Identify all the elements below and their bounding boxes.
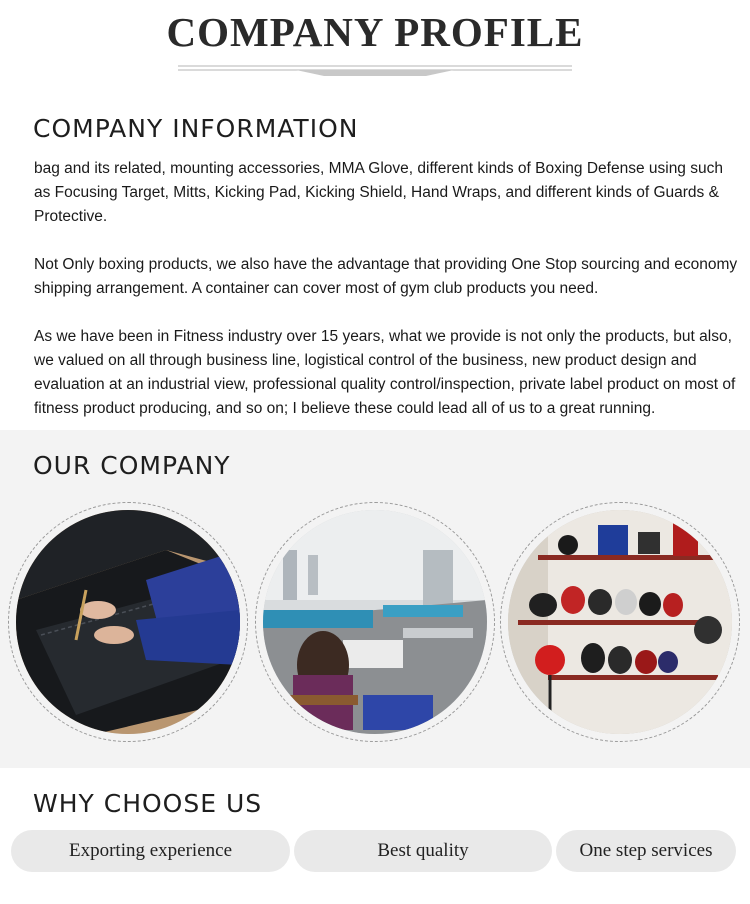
company-information-heading: COMPANY INFORMATION <box>33 114 359 143</box>
company-paragraph-3: As we have been in Fitness industry over 15 years, what we provide is not only the products, but also, we valued on all through business line, logistical control of the business, new product design and evaluation at an industrial view, professional quality control/inspection, private label product on most of fitness product producing, and so on; I believe these could lead all of us to a great running. <box>34 328 736 417</box>
factory-floor-photo <box>255 502 495 742</box>
page-title: COMPANY PROFILE <box>166 9 584 55</box>
title-divider <box>178 65 572 79</box>
reason-best-quality: Best quality <box>294 830 552 872</box>
company-paragraph-1: bag and its related, mounting accessories, MMA Glove, different kinds of Boxing Defense using such as Focusing Target, Mitts, Kicking Pad, Kicking Shield, Hand Wraps, and different kinds of Guards & Protective. <box>34 160 723 225</box>
our-company-heading: OUR COMPANY <box>33 451 231 480</box>
product-showroom-photo <box>500 502 740 742</box>
workshop-stitching-photo <box>8 502 248 742</box>
company-paragraph-2: Not Only boxing products, we also have the advantage that providing One Stop sourcing and economy shipping arrangement. A container can cover most of gym club products you need. <box>34 256 738 297</box>
reason-exporting-experience: Exporting experience <box>11 830 290 872</box>
why-choose-us-heading: WHY CHOOSE US <box>33 789 263 818</box>
reason-one-step-services: One step services <box>556 830 736 872</box>
